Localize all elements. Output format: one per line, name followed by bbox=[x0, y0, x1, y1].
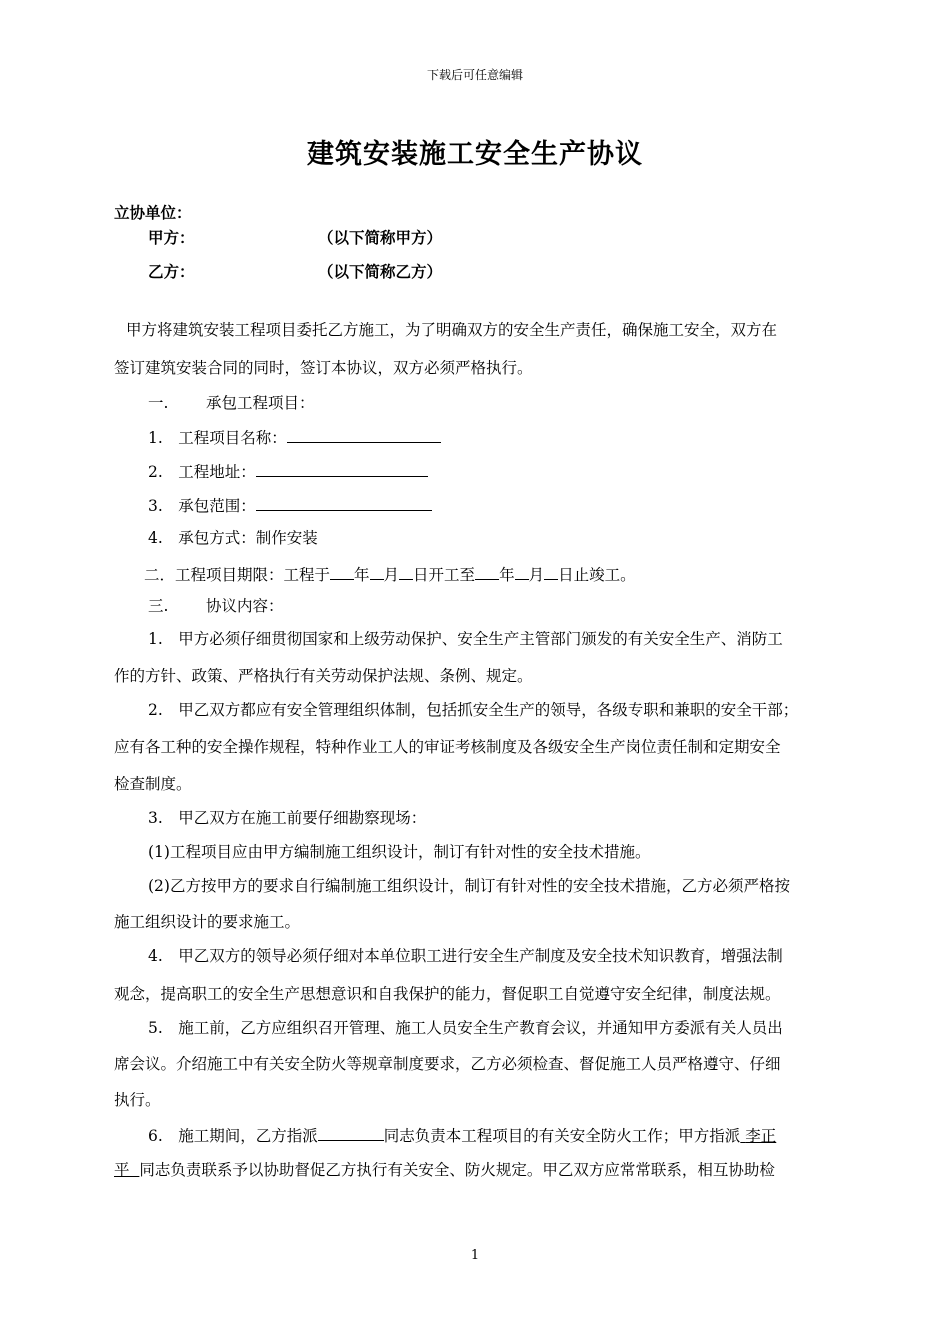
end-month-blank bbox=[515, 563, 529, 580]
start-month-blank bbox=[370, 563, 384, 580]
project-name-label: 1. 工程项目名称： bbox=[148, 429, 287, 447]
contract-scope-blank bbox=[256, 494, 432, 511]
liaison-name-part-2: 平 bbox=[114, 1161, 130, 1179]
clause-6-line-2 bbox=[114, 1160, 775, 1180]
period-prefix: 二．工程项目期限：工程于 bbox=[144, 566, 331, 584]
clause-3-sub-1: (1)工程项目应由甲方编制施工组织设计，制订有针对性的安全技术措施。 bbox=[148, 843, 651, 861]
clause-1-line-2: 作的方针、政策、严格执行有关劳动保护法规、条例、规定。 bbox=[114, 667, 533, 685]
clause-5-line-3: 执行。 bbox=[114, 1091, 161, 1109]
party-b-note: （以下简称乙方） bbox=[318, 262, 443, 281]
section-3-title: 协议内容： bbox=[206, 597, 284, 615]
clause-3-sub-2-line-1: (2)乙方按甲方的要求自行编制施工组织设计，制订有针对性的安全技术措施，乙方必须严格按 bbox=[148, 877, 790, 895]
party-a-note: （以下简称甲方） bbox=[318, 228, 443, 247]
header-note: 下载后可任意编辑 bbox=[426, 68, 523, 82]
start-month-unit: 月 bbox=[383, 566, 400, 584]
document-title: 建筑安装施工安全生产协议 bbox=[307, 139, 643, 170]
clause-2-line-2: 应有各工种的安全操作规程，特种作业工人的审证考核制度及各级安全生产岗位责任制和定期安全 bbox=[114, 738, 781, 756]
end-day-unit: 日止竣工。 bbox=[558, 566, 636, 584]
project-address-row bbox=[148, 460, 428, 482]
clause-3: 3. 甲乙双方在施工前要仔细勘察现场： bbox=[148, 809, 427, 827]
section-1-number: 一. bbox=[148, 394, 169, 412]
clause-5-line-2: 席会议。介绍施工中有关安全防火等规章制度要求，乙方必须检查、督促施工人员严格遵守、仔细 bbox=[114, 1055, 781, 1073]
clause-4-line-1: 4. 甲乙双方的领导必须仔细对本单位职工进行安全生产制度及安全技术知识教育，增强法制 bbox=[148, 947, 783, 965]
clause-2-line-3: 检查制度。 bbox=[114, 775, 192, 793]
clause-5-line-1: 5. 施工前，乙方应组织召开管理、施工人员安全生产教育会议，并通知甲方委派有关人员出 bbox=[148, 1019, 783, 1037]
intro-line-2: 签订建筑安装合同的同时，签订本协议，双方必须严格执行。 bbox=[114, 359, 533, 377]
project-name-blank bbox=[287, 426, 441, 443]
page-number: 1 bbox=[470, 1248, 480, 1263]
start-day-blank bbox=[399, 563, 413, 580]
party-b-label: 乙方： bbox=[148, 262, 195, 281]
contract-scope-row bbox=[148, 494, 432, 516]
project-period-row bbox=[144, 563, 636, 585]
section-1-title: 承包工程项目： bbox=[206, 394, 315, 412]
liaison-name-part-1: 李正 bbox=[745, 1127, 777, 1145]
clause-4-line-2: 观念，提高职工的安全生产思想意识和自我保护的能力，督促职工自觉遵守安全纪律，制度法规。 bbox=[114, 985, 781, 1003]
safety-officer-blank bbox=[318, 1124, 384, 1141]
contract-method: 4. 承包方式：制作安装 bbox=[148, 529, 318, 547]
parties-heading: 立协单位： bbox=[114, 203, 192, 222]
start-day-unit: 日开工至 bbox=[413, 566, 476, 584]
project-address-label: 2. 工程地址： bbox=[148, 463, 256, 481]
end-day-blank bbox=[544, 563, 558, 580]
end-year-blank bbox=[475, 563, 499, 580]
clause-6-part-a: 6. 施工期间，乙方指派 bbox=[148, 1127, 318, 1145]
party-a-label: 甲方： bbox=[148, 228, 195, 247]
section-3-number: 三. bbox=[148, 597, 169, 615]
clause-6-line-2-text: 同志负责联系予以协助督促乙方执行有关安全、防火规定。甲乙双方应常常联系，相互协助检 bbox=[139, 1161, 775, 1179]
start-year-blank bbox=[330, 563, 354, 580]
project-name-row bbox=[148, 426, 441, 448]
clause-1-line-1: 1. 甲方必须仔细贯彻国家和上级劳动保护、安全生产主管部门颁发的有关安全生产、消防工 bbox=[148, 630, 783, 648]
clause-2-line-1: 2. 甲乙双方都应有安全管理组织体制，包括抓安全生产的领导，各级专职和兼职的安全干部； bbox=[148, 701, 799, 719]
contract-scope-label: 3. 承包范围： bbox=[148, 497, 256, 515]
intro-line-1: 甲方将建筑安装工程项目委托乙方施工，为了明确双方的安全生产责任，确保施工安全，双方在 bbox=[126, 321, 778, 339]
clause-3-sub-2-line-2: 施工组织设计的要求施工。 bbox=[114, 913, 301, 931]
start-year-unit: 年 bbox=[354, 566, 370, 584]
end-month-unit: 月 bbox=[528, 566, 545, 584]
end-year-unit: 年 bbox=[499, 566, 515, 584]
project-address-blank bbox=[256, 460, 428, 477]
clause-6-line-1 bbox=[148, 1124, 776, 1146]
clause-6-part-b: 同志负责本工程项目的有关安全防火工作；甲方指派 bbox=[383, 1127, 741, 1145]
